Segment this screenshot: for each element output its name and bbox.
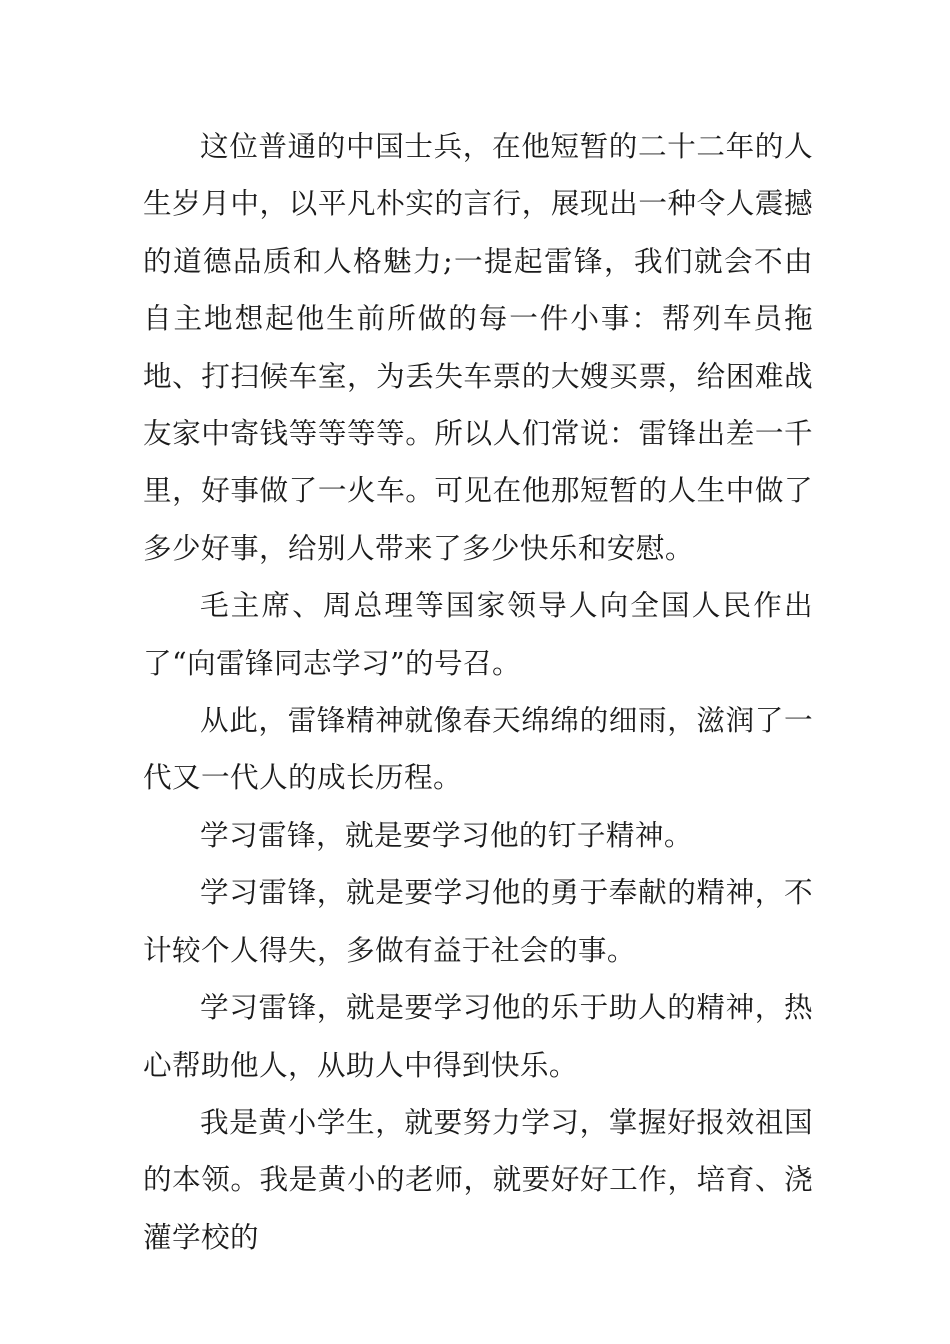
paragraph-3: 从此，雷锋精神就像春天绵绵的细雨，滋润了一代又一代人的成长历程。 [143, 703, 813, 795]
paragraph-6: 学习雷锋，就是要学习他的乐于助人的精神，热心帮助他人，从助人中得到快乐。 [143, 990, 813, 1082]
paragraph-4: 学习雷锋，就是要学习他的钉子精神。 [200, 817, 693, 852]
paragraph-7: 我是黄小学生，就要努力学习，掌握好报效祖国的本领。我是黄小的老师，就要好好工作，培育、浇灌学校的 [143, 1104, 813, 1254]
document-body [143, 118, 813, 1266]
paragraph-1: 这位普通的中国士兵，在他短暂的二十二年的人生岁月中，以平凡朴实的言行，展现出一种令人震撼的道德品质和人格魅力;一提起雷锋，我们就会不由自主地想起他生前所做的每一件小事：帮列车员拖地、打扫候车室，为丢失车票的大嫂买票，给困难战友家中寄钱等等等等。所以人们常说：雷锋出差一千里，好事做了一火车。可见在他那短暂的人生中做了多少好事，给别人带来了多少快乐和安慰。 [143, 129, 813, 565]
paragraph-5: 学习雷锋，就是要学习他的勇于奉献的精神，不计较个人得失，多做有益于社会的事。 [143, 875, 813, 967]
paragraph-2: 毛主席、周总理等国家领导人向全国人民作出了“向雷锋同志学习”的号召。 [143, 588, 813, 680]
